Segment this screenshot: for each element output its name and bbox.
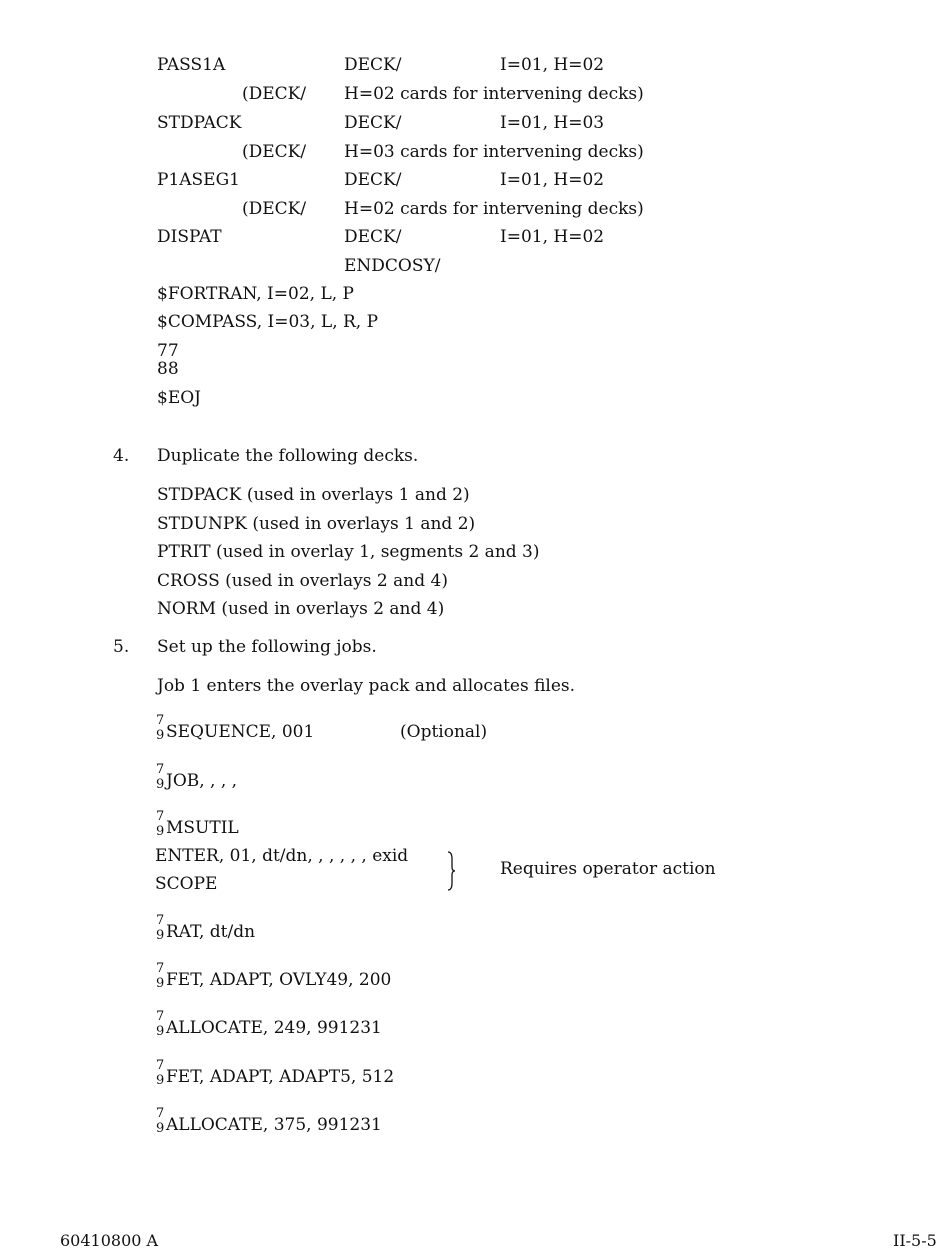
operator-note: Requires operator action xyxy=(500,859,716,879)
row9-mark: 9 xyxy=(156,777,165,792)
control-card: $COMPASS, I=03, L, R, P xyxy=(157,312,379,332)
row7-mark: 7 xyxy=(156,913,165,928)
fet-card: FET, ADAPT, ADAPT5, 512 xyxy=(166,1067,395,1087)
row9-mark: 9 xyxy=(156,1024,165,1039)
row7-mark: 7 xyxy=(156,713,165,728)
row7-mark: 7 xyxy=(156,762,165,777)
deck-indent: (DECK/ xyxy=(242,84,307,104)
job-intro: Job 1 enters the overlay pack and allocates files. xyxy=(157,676,576,696)
control-card: 77 xyxy=(157,341,179,361)
step-text: Duplicate the following decks. xyxy=(157,446,419,466)
list-item: CROSS (used in overlays 2 and 4) xyxy=(157,571,448,591)
right-brace-icon xyxy=(447,851,455,891)
step-number: 4. xyxy=(113,446,130,466)
row7-mark: 7 xyxy=(156,1106,165,1121)
deck-params: I=01, H=02 xyxy=(500,55,605,75)
allocate-card: ALLOCATE, 249, 991231 xyxy=(166,1018,382,1038)
row7-mark: 7 xyxy=(156,1058,165,1073)
optional-note: (Optional) xyxy=(400,722,488,742)
deck-keyword: DECK/ xyxy=(344,113,402,133)
sequence-card: SEQUENCE, 001 xyxy=(166,722,315,742)
row7-mark: 7 xyxy=(156,961,165,976)
row9-mark: 9 xyxy=(156,976,165,991)
document-number: 60410800 A xyxy=(60,1231,159,1250)
deck-note: H=02 cards for intervening decks) xyxy=(344,84,644,104)
row9-mark: 9 xyxy=(156,824,165,839)
msutil-card: MSUTIL xyxy=(166,818,239,838)
deck-keyword: DECK/ xyxy=(344,55,402,75)
deck-note: H=03 cards for intervening decks) xyxy=(344,142,644,162)
fet-card: FET, ADAPT, OVLY49, 200 xyxy=(166,970,392,990)
control-card: 88 xyxy=(157,359,179,379)
job-card: JOB, , , , xyxy=(166,771,238,791)
deck-name: DISPAT xyxy=(157,227,222,247)
rat-card: RAT, dt/dn xyxy=(166,922,256,942)
enter-card: ENTER, 01, dt/dn, , , , , , exid xyxy=(155,846,409,866)
step-number: 5. xyxy=(113,637,130,657)
deck-keyword: DECK/ xyxy=(344,170,402,190)
deck-name: P1ASEG1 xyxy=(157,170,240,190)
row9-mark: 9 xyxy=(156,928,165,943)
deck-note: H=02 cards for intervening decks) xyxy=(344,199,644,219)
allocate-card: ALLOCATE, 375, 991231 xyxy=(166,1115,382,1135)
list-item: STDPACK (used in overlays 1 and 2) xyxy=(157,485,470,505)
row7-mark: 7 xyxy=(156,1009,165,1024)
control-card: $EOJ xyxy=(157,388,201,408)
control-card: $FORTRAN, I=02, L, P xyxy=(157,284,354,304)
list-item: PTRIT (used in overlay 1, segments 2 and 3) xyxy=(157,542,540,562)
page-number: II-5-5 xyxy=(893,1231,937,1250)
deck-name: PASS1A xyxy=(157,55,226,75)
row9-mark: 9 xyxy=(156,1073,165,1088)
deck-keyword: ENDCOSY/ xyxy=(344,256,441,276)
deck-name: STDPACK xyxy=(157,113,242,133)
row7-mark: 7 xyxy=(156,809,165,824)
deck-params: I=01, H=02 xyxy=(500,227,605,247)
step-text: Set up the following jobs. xyxy=(157,637,377,657)
deck-params: I=01, H=03 xyxy=(500,113,605,133)
deck-indent: (DECK/ xyxy=(242,142,307,162)
list-item: NORM (used in overlays 2 and 4) xyxy=(157,599,445,619)
row9-mark: 9 xyxy=(156,728,165,743)
deck-indent: (DECK/ xyxy=(242,199,307,219)
scope-card: SCOPE xyxy=(155,874,218,894)
list-item: STDUNPK (used in overlays 1 and 2) xyxy=(157,514,476,534)
row9-mark: 9 xyxy=(156,1121,165,1136)
deck-keyword: DECK/ xyxy=(344,227,402,247)
deck-params: I=01, H=02 xyxy=(500,170,605,190)
